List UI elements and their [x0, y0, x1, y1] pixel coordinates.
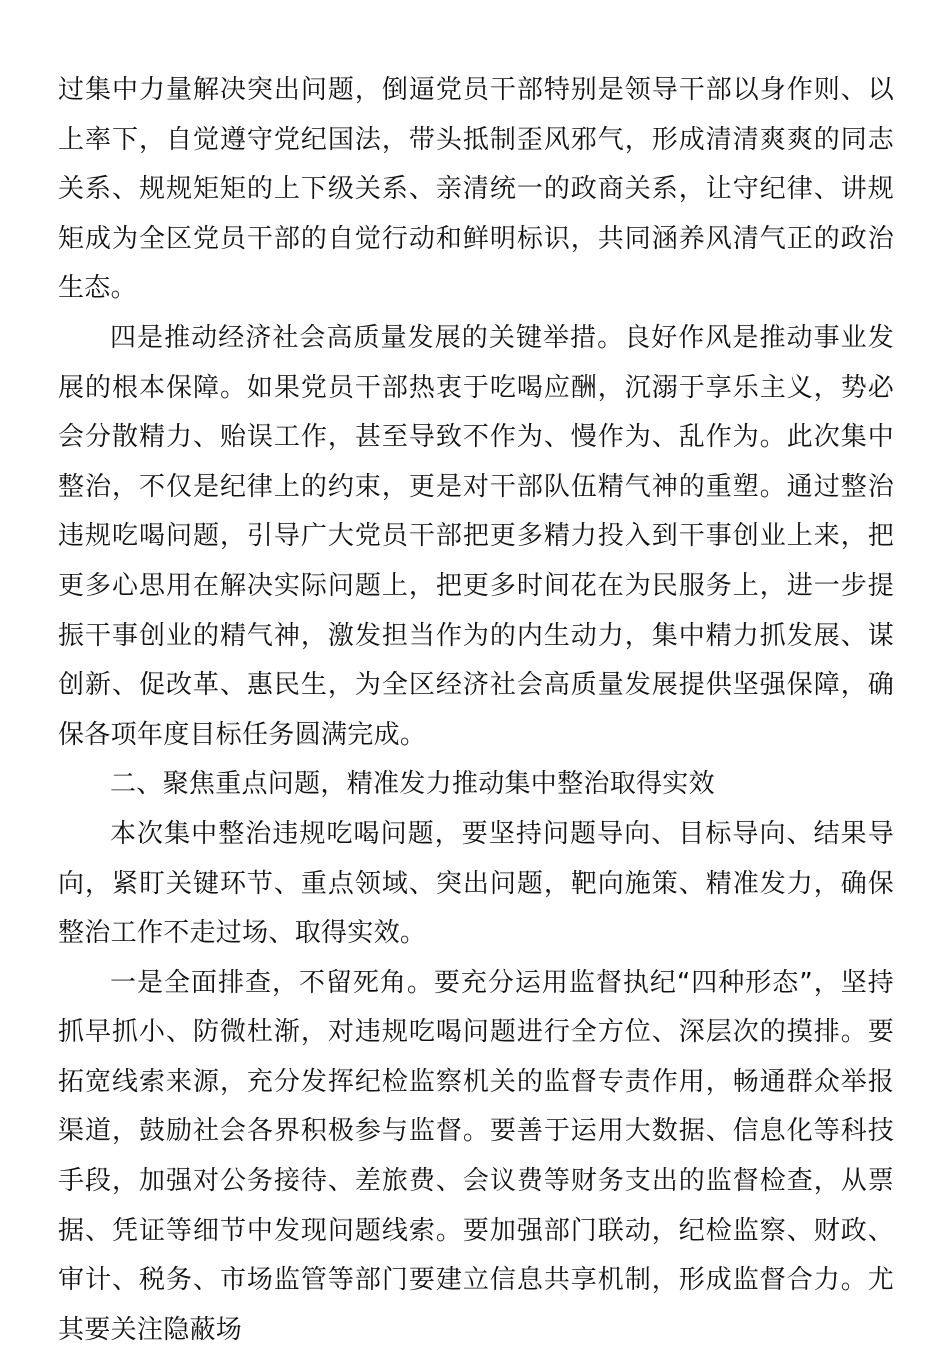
paragraph-point-four: 四是推动经济社会高质量发展的关键举措。良好作风是推动事业发展的根本保障。如果党员干部热衷于吃喝应酬，沉溺于享乐主义，势必会分散精力、贻误工作，甚至导致不作为、慢作为、乱作为。此次集中整治，不仅是纪律上的约束，更是对干部队伍精气神的重塑。通过整治违规吃喝问题，引导广大党员干部把更多精力投入到干事创业上来，把更多心思用在解决实际问题上，把更多时间花在为民服务上，进一步提振干事创业的精气神，激发担当作为的内生动力，集中精力抓发展、谋创新、促改革、惠民生，为全区经济社会高质量发展提供坚强保障，确保各项年度目标任务圆满完成。	[58, 322, 894, 750]
section-heading-two: 二、聚焦重点问题，精准发力推动集中整治取得实效	[110, 769, 715, 800]
paragraph-continued: 过集中力量解决突出问题，倒逼党员干部特别是领导干部以身作则、以上率下，自觉遵守党纪国法，带头抵制歪风邪气，形成清清爽爽的同志关系、规规矩矩的上下级关系、亲清统一的政商关系，让守纪律、讲规矩成为全区党员干部的自觉行动和鲜明标识，共同涵养风清气正的政治生态。	[58, 75, 894, 304]
document-body	[58, 66, 894, 1355]
paragraph-point-one: 一是全面排查，不留死角。要充分运用监督执纪“四种形态”，坚持抓早抓小、防微杜渐，对违规吃喝问题进行全方位、深层次的摸排。要拓宽线索来源，充分发挥纪检监察机关的监督专责作用，畅通群众举报渠道，鼓励社会各界积极参与监督。要善于运用大数据、信息化等科技手段，加强对公务接待、差旅费、会议费等财务支出的监督检查，从票据、凭证等细节中发现问题线索。要加强部门联动，纪检监察、财政、审计、税务、市场监管等部门要建立信息共享机制，形成监督合力。尤其要关注隐蔽场	[58, 967, 894, 1345]
paragraph-section-intro: 本次集中整治违规吃喝问题，要坚持问题导向、目标导向、结果导向，紧盯关键环节、重点领域、突出问题，靶向施策、精准发力，确保整治工作不走过场、取得实效。	[58, 818, 894, 949]
